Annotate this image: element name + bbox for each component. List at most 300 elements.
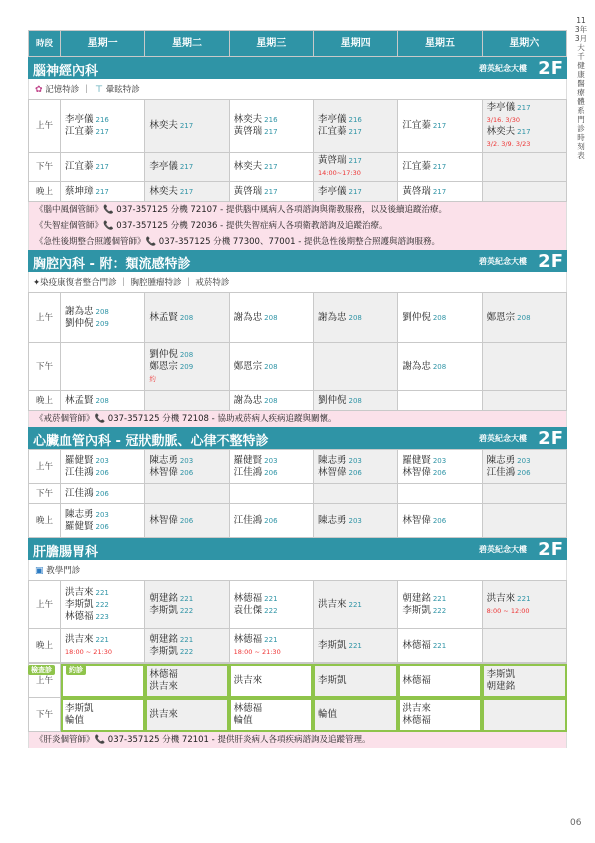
- doctor-entry: [65, 395, 140, 407]
- schedule-cell: [145, 293, 229, 343]
- section-header: [28, 57, 567, 79]
- time-slot: 上午: [29, 664, 61, 698]
- doctor-name: 李斯凱: [317, 639, 347, 651]
- room-number: 203: [432, 456, 447, 465]
- doctor-name: 江宜蓁: [65, 126, 94, 137]
- doctor-entry: [318, 709, 393, 721]
- schedule-cell: [313, 581, 397, 629]
- schedule-cell: [482, 484, 566, 504]
- doctor-name: 黃啓瑞: [233, 126, 263, 137]
- doctor-entry: [149, 361, 224, 373]
- doctor-entry: [487, 126, 562, 138]
- doctor-name: 李亭儀: [317, 185, 347, 197]
- doctor-entry: [487, 467, 562, 479]
- room-number: 221: [264, 635, 278, 644]
- doctor-entry: [65, 599, 140, 611]
- doctor-entry: [65, 318, 140, 330]
- room-number: 217: [432, 122, 447, 130]
- doctor-entry: [65, 467, 140, 479]
- time-slot: 晚上: [29, 629, 61, 663]
- schedule-cell: [482, 391, 566, 411]
- schedule-cell: [398, 484, 482, 504]
- schedule-cell: [482, 504, 566, 538]
- day-header: 星期六: [482, 31, 566, 57]
- schedule-cell: [313, 664, 397, 698]
- schedule-cell: [145, 450, 229, 484]
- doctor-name: 陳志勇: [486, 454, 516, 466]
- room-number: 208: [432, 313, 447, 322]
- schedule-cell: [313, 391, 397, 411]
- doctor-entry: [402, 605, 477, 617]
- doctor-entry: [234, 605, 309, 617]
- schedule-cell: [482, 100, 566, 153]
- room-number: 217: [517, 128, 531, 136]
- room-number: 208: [95, 396, 109, 405]
- room-number: 221: [179, 594, 194, 603]
- time-slot: 下午: [29, 484, 61, 504]
- room-number: 221: [348, 600, 362, 609]
- room-number: 217: [95, 128, 109, 136]
- doctor-name: 江宜蓁: [402, 120, 431, 131]
- room-number: 222: [179, 606, 194, 615]
- legend-label: 記憶特診 ｜: [42, 85, 94, 95]
- room-number: 206: [179, 468, 194, 477]
- doctor-entry: [318, 155, 393, 167]
- schedule-cell: [145, 629, 229, 663]
- day-header: 星期五: [398, 31, 482, 57]
- schedule-cell: [61, 450, 145, 484]
- doctor-entry: [234, 634, 309, 646]
- doctor-name: 陳志勇: [317, 454, 347, 466]
- legend-label: 暈眩特診: [103, 85, 140, 95]
- room-number: 206: [95, 468, 109, 477]
- room-number: 208: [348, 313, 362, 322]
- doctor-entry: [234, 593, 309, 605]
- room-number: 206: [517, 468, 531, 477]
- doctor-entry: [149, 646, 224, 658]
- doctor-name: 黃啓瑞: [317, 155, 347, 166]
- doctor-name: 謝為忠: [402, 360, 431, 372]
- building-label: 碧英紀念大樓: [479, 434, 527, 443]
- schedule-cell: [145, 391, 229, 411]
- table-row: [29, 504, 567, 538]
- table-row: [29, 391, 567, 411]
- doctor-entry: [318, 395, 393, 407]
- doctor-name: 林德福: [233, 702, 263, 714]
- doctor-name: 洪吉來: [149, 708, 178, 720]
- section-header: [28, 427, 567, 449]
- doctor-name: 林奕夫: [149, 185, 178, 197]
- day-header: 星期一: [61, 31, 145, 57]
- schedule-cell: [313, 450, 397, 484]
- schedule-cell: [61, 182, 145, 202]
- schedule-cell: [145, 343, 229, 391]
- doctor-entry: [234, 161, 309, 173]
- doctor-entry: [149, 593, 224, 605]
- doctor-entry: [149, 161, 224, 173]
- schedule-cell: [145, 100, 229, 153]
- time-slot: 下午: [29, 343, 61, 391]
- schedule-cell: [145, 698, 229, 732]
- schedule-note: 8:00 ~ 12:00: [486, 606, 530, 615]
- schedule-cell: [145, 182, 229, 202]
- room-number: 203: [95, 510, 109, 519]
- doctor-entry: [487, 669, 562, 681]
- doctor-name: 林德福: [65, 610, 94, 622]
- legend-row: [28, 560, 567, 580]
- doctor-name: 謝為忠: [317, 311, 347, 323]
- doctor-name: 鄭恩宗: [486, 311, 516, 323]
- schedule-cell: [313, 343, 397, 391]
- room-number: 216: [264, 116, 278, 124]
- doctor-entry: [149, 515, 224, 527]
- doctor-entry: [65, 306, 140, 318]
- time-slot: 晚上: [29, 391, 61, 411]
- doctor-entry: [402, 515, 477, 527]
- doctor-name: 林德福: [402, 674, 431, 686]
- table-row: [29, 293, 567, 343]
- schedule-cell: [313, 293, 397, 343]
- schedule-cell: [313, 698, 397, 732]
- doctor-name: 李亭儀: [149, 161, 178, 172]
- room-number: 208: [179, 313, 194, 322]
- doctor-name: 黃啓瑞: [402, 185, 431, 197]
- room-number: 216: [95, 116, 109, 124]
- doctor-name: 蔡坤璋: [65, 185, 94, 197]
- floor-label: 2F: [538, 251, 563, 272]
- schedule-cell: [145, 504, 229, 538]
- doctor-name: 江宜蓁: [65, 161, 94, 172]
- doctor-entry: [149, 120, 224, 132]
- doctor-name: 鄭恩宗: [233, 360, 263, 372]
- doctor-name: 李斯凱: [486, 668, 516, 680]
- doctor-name: 洪吉來: [149, 680, 178, 692]
- contact-note: 《肝炎個管師》📞 037-357125 分機 72101 - 提供肝炎病人各項疾病諮詢及追蹤管理。: [28, 732, 567, 748]
- table-row: [29, 698, 567, 732]
- room-number: 217: [432, 163, 447, 171]
- doctor-name: 朝建銘: [149, 633, 178, 645]
- schedule-cell: [398, 293, 482, 343]
- legend-label: 教學門診: [43, 566, 81, 576]
- room-number: 208: [95, 307, 109, 316]
- doctor-entry: [234, 395, 309, 407]
- time-slot: 晚上: [29, 182, 61, 202]
- doctor-entry: [65, 509, 140, 521]
- time-slot: 下午: [29, 698, 61, 732]
- dizzy-icon: ⊤: [95, 85, 103, 95]
- schedule-cell: [482, 153, 566, 182]
- schedule-note: 3/2. 3/9. 3/23: [486, 140, 531, 148]
- schedule-cell: [61, 100, 145, 153]
- schedule-note: 18:00 ~ 21:30: [65, 647, 113, 656]
- schedule-cell: [61, 153, 145, 182]
- doctor-name: 李亭儀: [317, 114, 347, 125]
- doctor-entry: [402, 361, 477, 373]
- room-number: 217: [348, 128, 362, 136]
- doctor-entry: [65, 587, 140, 599]
- section-title: 腦神經內科: [33, 64, 99, 79]
- doctor-entry: [487, 593, 562, 605]
- doctor-name: 輪值: [317, 708, 337, 720]
- schedule-cell: [61, 484, 145, 504]
- doctor-name: 洪吉來: [486, 592, 516, 604]
- schedule-cell: [229, 450, 313, 484]
- schedule-cell: [398, 182, 482, 202]
- doctor-name: 輪值: [65, 714, 85, 726]
- schedule-cell: [229, 629, 313, 663]
- schedule-cell: [398, 698, 482, 732]
- schedule-cell: [313, 153, 397, 182]
- floor-label: 2F: [538, 58, 563, 79]
- schedule-cell: [61, 504, 145, 538]
- room-number: 209: [179, 362, 194, 371]
- doctor-name: 李斯凱: [149, 604, 178, 616]
- schedule-cell: [229, 182, 313, 202]
- schedule-note: 14:00~17:30: [317, 169, 361, 177]
- schedule-cell: [482, 293, 566, 343]
- room-number: 217: [179, 122, 194, 130]
- doctor-name: 黃啓瑞: [233, 185, 263, 197]
- contact-note: 《戒菸個管師》📞 037-357125 分機 72108 - 協助戒菸病人疾病追蹤與關懷。: [28, 411, 567, 427]
- day-header: 星期四: [313, 31, 397, 57]
- schedule-cell: [229, 391, 313, 411]
- doctor-name: 洪吉來: [317, 598, 347, 610]
- doctor-entry: [65, 611, 140, 623]
- page-number: 06: [570, 818, 582, 828]
- schedule-cell: [313, 629, 397, 663]
- schedule-cell: [482, 664, 566, 698]
- doctor-name: 朝建銘: [149, 592, 178, 604]
- doctor-name: 劉仲倪: [149, 348, 178, 360]
- header-table: [28, 30, 567, 57]
- room-number: 203: [348, 516, 362, 525]
- schedule-cell: [61, 581, 145, 629]
- section-header: [28, 538, 567, 560]
- doctor-name: 羅健賢: [65, 520, 94, 532]
- schedule-cell: [229, 581, 313, 629]
- building-label: 碧英紀念大樓: [479, 545, 527, 554]
- doctor-name: 謝為忠: [233, 394, 263, 406]
- section-title: 胸腔內科 - 附：類流感特診: [33, 257, 191, 272]
- doctor-name: 林德福: [402, 714, 431, 726]
- schedule-cell: [229, 153, 313, 182]
- table-row: [29, 484, 567, 504]
- schedule-cell: [482, 581, 566, 629]
- doctor-name: 江佳鴻: [233, 514, 263, 526]
- doctor-name: 江佳鴻: [65, 487, 94, 499]
- time-slot: 晚上: [29, 504, 61, 538]
- doctor-entry: [234, 455, 309, 467]
- doctor-name: 江佳鴻: [65, 466, 94, 478]
- room-number: 222: [264, 606, 278, 615]
- doctor-name: 江宜蓁: [317, 126, 347, 137]
- schedule-cell: [398, 581, 482, 629]
- doctor-name: 陳志勇: [65, 508, 94, 520]
- schedule-cell: [482, 629, 566, 663]
- schedule-cell: [229, 698, 313, 732]
- section-header: [28, 250, 567, 272]
- doctor-entry: [149, 634, 224, 646]
- doctor-entry: [402, 675, 477, 687]
- day-header: 星期三: [229, 31, 313, 57]
- room-number: 208: [348, 396, 362, 405]
- schedule-cell: [313, 504, 397, 538]
- doctor-name: 林德福: [233, 633, 263, 645]
- table-row: [29, 629, 567, 663]
- schedule-cell: [482, 698, 566, 732]
- doctor-entry: [149, 312, 224, 324]
- room-number: 208: [264, 362, 278, 371]
- table-row: [29, 153, 567, 182]
- doctor-name: 李斯凱: [317, 674, 347, 686]
- schedule-cell: [398, 100, 482, 153]
- doctor-entry: [65, 703, 140, 715]
- room-number: 206: [264, 516, 278, 525]
- room-number: 217: [264, 128, 278, 136]
- doctor-name: 李亭儀: [486, 102, 516, 113]
- doctor-name: 洪吉來: [233, 674, 263, 686]
- building-label: 碧英紀念大樓: [479, 64, 527, 73]
- doctor-entry: [487, 681, 562, 693]
- room-number: 222: [179, 647, 194, 656]
- doctor-entry: [402, 312, 477, 324]
- schedule-cell: [398, 153, 482, 182]
- doctor-name: 李斯凱: [65, 702, 94, 714]
- doctor-name: 李亭儀: [65, 114, 94, 125]
- table-row: [29, 343, 567, 391]
- doctor-name: 劉仲倪: [317, 394, 347, 406]
- doctor-entry: [65, 126, 140, 138]
- doctor-name: 陳志勇: [149, 454, 178, 466]
- room-number: 217: [348, 187, 362, 196]
- schedule-cell: [61, 698, 145, 732]
- doctor-name: 林孟賢: [65, 394, 94, 406]
- schedule-cell: [229, 100, 313, 153]
- doctor-name: 林智偉: [317, 466, 347, 478]
- room-number: 221: [348, 641, 362, 650]
- doctor-entry: [234, 675, 309, 687]
- doctor-entry: [402, 186, 477, 198]
- doctor-entry: [149, 681, 224, 693]
- doctor-entry: [487, 102, 562, 114]
- section-title: 肝膽腸胃科: [33, 545, 99, 560]
- floor-label: 2F: [538, 539, 563, 560]
- doctor-name: 鄭恩宗: [149, 360, 178, 372]
- room-number: 206: [95, 522, 109, 531]
- room-number: 221: [264, 594, 278, 603]
- room-number: 206: [432, 516, 447, 525]
- time-slot: 上午: [29, 100, 61, 153]
- room-number: 208: [179, 350, 194, 359]
- doctor-name: 林德福: [149, 668, 178, 680]
- doctor-name: 林智偉: [149, 466, 178, 478]
- doctor-entry: [234, 703, 309, 715]
- room-number: 217: [179, 163, 194, 171]
- schedule-cell: [229, 343, 313, 391]
- doctor-name: 輪值: [233, 714, 253, 726]
- room-number: 217: [95, 163, 109, 171]
- doctor-name: 陳志勇: [317, 514, 347, 526]
- schedule-table: [28, 580, 567, 663]
- doctor-name: 洪吉來: [65, 586, 94, 598]
- schedule-cell: [313, 100, 397, 153]
- doctor-entry: [234, 126, 309, 138]
- room-number: 203: [517, 456, 531, 465]
- doctor-name: 李斯凱: [149, 645, 178, 657]
- schedule-cell: [229, 484, 313, 504]
- doctor-entry: [318, 675, 393, 687]
- doctor-entry: [149, 455, 224, 467]
- room-number: 206: [95, 489, 109, 498]
- doctor-entry: [234, 467, 309, 479]
- schedule-note: 約: [149, 374, 156, 383]
- schedule-cell: [398, 664, 482, 698]
- schedule-note: 3/16. 3/30: [486, 116, 520, 124]
- legend-row: [28, 79, 567, 99]
- doctor-entry: [318, 467, 393, 479]
- floor-label: 2F: [538, 428, 563, 449]
- doctor-name: 林孟賢: [149, 311, 178, 323]
- exam-badge: 檢查診: [28, 665, 55, 675]
- room-number: 217: [348, 157, 362, 165]
- schedule-cell: [482, 182, 566, 202]
- schedule-cell: [229, 664, 313, 698]
- schedule-cell: [482, 343, 566, 391]
- doctor-name: 林智偉: [402, 514, 431, 526]
- schedule-cell: [229, 293, 313, 343]
- schedule-table: [28, 99, 567, 202]
- schedule-cell: [61, 343, 145, 391]
- appointment-badge: 約診: [66, 665, 86, 675]
- room-number: 203: [264, 456, 278, 465]
- doctor-entry: [149, 186, 224, 198]
- room-number: 206: [432, 468, 447, 477]
- doctor-entry: [65, 455, 140, 467]
- schedule-cell: [145, 153, 229, 182]
- doctor-entry: [149, 669, 224, 681]
- schedule-cell: [61, 293, 145, 343]
- doctor-entry: [149, 349, 224, 361]
- schedule-table: [28, 292, 567, 411]
- room-number: 217: [264, 163, 278, 171]
- doctor-entry: [65, 634, 140, 646]
- doctor-name: 袁仕傑: [233, 604, 263, 616]
- room-number: 217: [179, 187, 194, 196]
- schedule-cell: [61, 391, 145, 411]
- doctor-entry: [234, 715, 309, 727]
- schedule-cell: [145, 664, 229, 698]
- doctor-entry: [65, 161, 140, 173]
- doctor-entry: [318, 455, 393, 467]
- doctor-entry: [318, 126, 393, 138]
- schedule-note: 18:00 ~ 21:30: [233, 647, 281, 656]
- section-title: 心臟血管內科 - 冠狀動脈、心律不整特診: [33, 434, 269, 449]
- building-label: 碧英紀念大樓: [479, 257, 527, 266]
- doctor-name: 劉仲倪: [402, 311, 431, 323]
- schedule-cell: [398, 629, 482, 663]
- room-number: 222: [432, 606, 447, 615]
- doctor-entry: [402, 455, 477, 467]
- table-row: [29, 581, 567, 629]
- room-number: 208: [517, 313, 531, 322]
- doctor-name: 林奕夫: [233, 114, 263, 125]
- legend-row: ✦染疫康復者整合門診 ｜ 胸腔腫瘤特診 ｜ 戒菸特診: [28, 272, 567, 292]
- room-number: 221: [95, 635, 109, 644]
- brain-icon: ✿: [35, 85, 43, 95]
- room-number: 221: [517, 594, 531, 603]
- doctor-entry: [402, 467, 477, 479]
- side-title: 113年3月 大千健康醫療體系 門診時刻表: [574, 16, 588, 160]
